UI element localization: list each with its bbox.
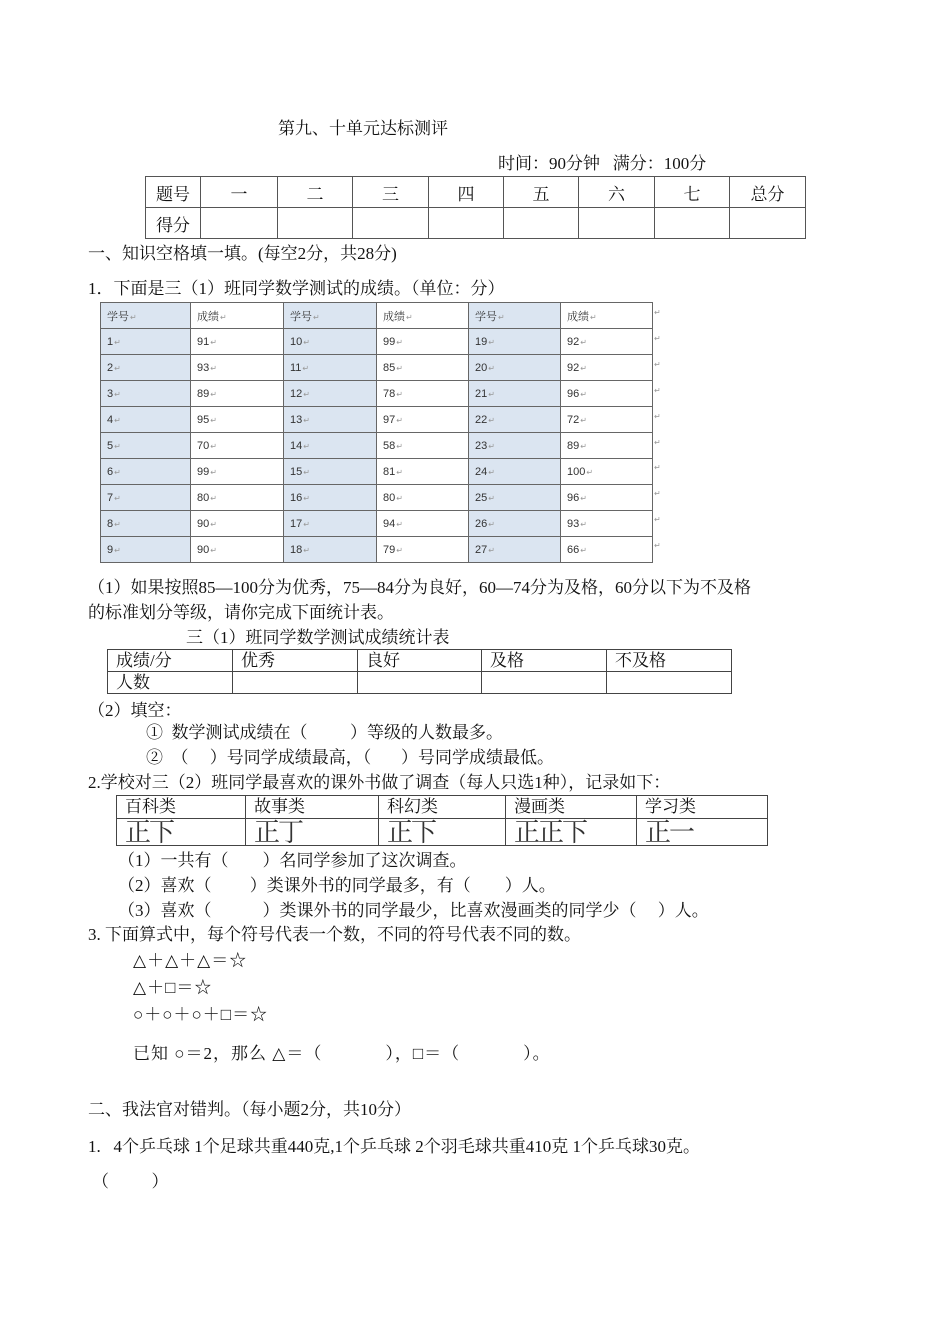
stats-count-row	[108, 672, 732, 694]
paragraph-mark-icon: ↵	[303, 493, 310, 503]
q1-part1-line2: 的标准划分等级，请你完成下面统计表。	[88, 603, 394, 622]
score-value-cell: 58	[383, 439, 396, 452]
paragraph-mark-icon: ↵	[488, 363, 495, 373]
header-cell: 七	[655, 177, 730, 208]
paragraph-mark-icon: ↵	[654, 333, 661, 343]
count-cell[interactable]	[482, 672, 607, 694]
q1-part2-label: （2）填空：	[88, 701, 182, 720]
paragraph-mark-icon: ↵	[488, 467, 495, 477]
paragraph-mark-icon: ↵	[396, 337, 403, 347]
tally-cell: 正丁	[246, 819, 379, 846]
paragraph-mark-icon: ↵	[303, 545, 310, 555]
score-value-cell: 78	[383, 387, 396, 400]
paragraph-mark-icon: ↵	[580, 519, 587, 529]
score-value-cell: 89	[197, 387, 210, 400]
score-value-cell: 81	[383, 465, 396, 478]
paragraph-mark-icon: ↵	[654, 437, 661, 447]
student-id-cell: 2	[107, 361, 114, 374]
paragraph-mark-icon: ↵	[488, 441, 495, 451]
score-value-cell: 93	[567, 517, 580, 530]
paragraph-mark-icon: ↵	[396, 415, 403, 425]
score-value-cell: 97	[383, 413, 396, 426]
student-id-cell: 16	[290, 491, 303, 504]
paragraph-mark-icon: ↵	[580, 545, 587, 555]
category-cell: 百科类	[117, 796, 246, 819]
header-cell: 成绩/分	[108, 650, 233, 672]
paragraph-mark-icon: ↵	[396, 389, 403, 399]
score-cell[interactable]	[655, 208, 730, 239]
paragraph-mark-icon: ↵	[210, 337, 217, 347]
paragraph-mark-icon: ↵	[114, 545, 121, 555]
paragraph-mark-icon: ↵	[114, 493, 121, 503]
paragraph-mark-icon: ↵	[590, 312, 597, 322]
grades-row	[101, 329, 653, 355]
paragraph-mark-icon: ↵	[488, 389, 495, 399]
paragraph-mark-icon: ↵	[498, 312, 505, 322]
student-id-cell: 11	[290, 361, 302, 374]
q2-text: 2.学校对三（2）班同学最喜欢的课外书做了调查（每人只选1种），记录如下：	[88, 773, 671, 792]
paragraph-mark-icon: ↵	[396, 467, 403, 477]
header-cell: 学号	[290, 310, 312, 323]
score-value-cell: 93	[197, 361, 210, 374]
student-id-cell: 24	[475, 465, 488, 478]
score-cell[interactable]	[730, 208, 806, 239]
paragraph-mark-icon: ↵	[488, 545, 495, 555]
category-cell: 科幻类	[379, 796, 506, 819]
grades-row	[101, 485, 653, 511]
header-cell: 六	[579, 177, 655, 208]
student-id-cell: 25	[475, 491, 488, 504]
student-id-cell: 4	[107, 413, 114, 426]
paragraph-mark-icon: ↵	[654, 489, 661, 499]
paragraph-mark-icon: ↵	[130, 312, 137, 322]
paragraph-mark-icon: ↵	[654, 541, 661, 551]
paragraph-mark-icon: ↵	[114, 519, 121, 529]
category-cell: 学习类	[637, 796, 768, 819]
score-value-cell: 99	[197, 465, 210, 478]
header-cell: 成绩	[197, 310, 219, 323]
section2-heading: 二、我法官对错判。（每小题2分，共10分）	[88, 1100, 411, 1119]
score-cell[interactable]	[353, 208, 429, 239]
header-cell: 优秀	[233, 650, 358, 672]
category-cell: 故事类	[246, 796, 379, 819]
student-id-cell: 12	[290, 387, 303, 400]
q3-equation-2: △＋□＝☆	[133, 978, 213, 997]
count-cell[interactable]	[233, 672, 358, 694]
student-id-cell: 18	[290, 543, 303, 556]
header-cell: 四	[429, 177, 504, 208]
paragraph-mark-icon: ↵	[580, 389, 587, 399]
stats-table	[107, 649, 732, 694]
paragraph-mark-icon: ↵	[654, 359, 661, 369]
student-id-cell: 26	[475, 517, 488, 530]
score-value-cell: 96	[567, 491, 580, 504]
grades-row	[101, 459, 653, 485]
header-cell: 题号	[146, 177, 201, 208]
header-cell: 学号	[475, 310, 497, 323]
paragraph-mark-icon: ↵	[210, 441, 217, 451]
score-value-cell: 95	[197, 413, 210, 426]
paragraph-mark-icon: ↵	[220, 312, 227, 322]
score-value-cell: 79	[383, 543, 396, 556]
student-id-cell: 7	[107, 491, 114, 504]
paragraph-mark-icon: ↵	[488, 415, 495, 425]
student-id-cell: 14	[290, 439, 303, 452]
student-id-cell: 20	[475, 361, 488, 374]
paragraph-mark-icon: ↵	[303, 415, 310, 425]
paragraph-mark-icon: ↵	[654, 308, 661, 317]
q3-given: 已知 ○＝2，那么 △＝（ ），□＝（ ）。	[133, 1044, 551, 1063]
header-cell: 不及格	[607, 650, 732, 672]
tally-cell: 正正下	[506, 819, 637, 846]
score-cell[interactable]	[504, 208, 579, 239]
paragraph-mark-icon: ↵	[654, 411, 661, 421]
student-id-cell: 27	[475, 543, 488, 556]
paragraph-mark-icon: ↵	[303, 519, 310, 529]
paragraph-mark-icon: ↵	[210, 467, 217, 477]
paragraph-mark-icon: ↵	[114, 441, 121, 451]
count-cell[interactable]	[358, 672, 482, 694]
count-cell[interactable]	[607, 672, 732, 694]
grades-table	[100, 302, 653, 563]
header-cell: 总分	[730, 177, 806, 208]
header-cell: 三	[353, 177, 429, 208]
grades-row	[101, 381, 653, 407]
paragraph-mark-icon: ↵	[210, 389, 217, 399]
page-title: 第九、十单元达标测评	[278, 119, 448, 138]
score-value-cell: 85	[383, 361, 396, 374]
category-cell: 漫画类	[506, 796, 637, 819]
paragraph-mark-icon: ↵	[303, 441, 310, 451]
score-cell[interactable]	[278, 208, 353, 239]
paragraph-mark-icon: ↵	[396, 363, 403, 373]
q1-part2-item1: ① 数学测试成绩在（ ）等级的人数最多。	[146, 723, 503, 742]
paragraph-mark-icon: ↵	[580, 363, 587, 373]
tally-header-row	[117, 796, 768, 819]
student-id-cell: 19	[475, 335, 488, 348]
paragraph-mark-icon: ↵	[654, 463, 661, 473]
student-id-cell: 17	[290, 517, 303, 530]
score-value-cell: 72	[567, 413, 580, 426]
student-id-cell: 1	[107, 335, 114, 348]
paragraph-mark-icon: ↵	[488, 493, 495, 503]
q3-text: 3. 下面算式中，每个符号代表一个数，不同的符号代表不同的数。	[88, 925, 581, 944]
q3-equation-3: ○＋○＋○＋□＝☆	[133, 1005, 269, 1024]
score-value-cell: 66	[567, 543, 580, 556]
score-cell[interactable]	[579, 208, 655, 239]
header-cell: 良好	[358, 650, 482, 672]
paragraph-mark-icon: ↵	[114, 467, 121, 477]
q2-sub1: （1）一共有（ ）名同学参加了这次调查。	[118, 851, 467, 870]
paragraph-mark-icon: ↵	[302, 363, 310, 373]
header-cell: 二	[278, 177, 353, 208]
q2-sub2: （2）喜欢（ ）类课外书的同学最多，有（ ）人。	[118, 876, 556, 895]
paragraph-mark-icon: ↵	[396, 545, 403, 555]
score-value-cell: 80	[383, 491, 396, 504]
section2-q1-text: 1. 4个乒乓球 1个足球共重440克,1个乒乓球 2个羽毛球共重410克 1个乒乓球30克。	[88, 1137, 700, 1156]
paragraph-mark-icon: ↵	[114, 415, 121, 425]
tally-cell: 正一	[637, 819, 768, 846]
score-cell[interactable]	[429, 208, 504, 239]
paragraph-mark-icon: ↵	[210, 545, 217, 555]
paragraph-mark-icon: ↵	[114, 337, 121, 347]
grades-header-row	[101, 303, 653, 329]
paragraph-mark-icon: ↵	[488, 337, 495, 347]
score-cell[interactable]	[201, 208, 278, 239]
score-value-row	[146, 208, 806, 239]
paragraph-mark-icon: ↵	[303, 337, 310, 347]
paragraph-mark-icon: ↵	[313, 312, 320, 322]
paragraph-mark-icon: ↵	[580, 441, 587, 451]
stats-table-title: 三（1）班同学数学测试成绩统计表	[186, 628, 450, 647]
count-label: 人数	[108, 672, 233, 694]
paragraph-mark-icon: ↵	[488, 519, 495, 529]
score-value-cell: 89	[567, 439, 580, 452]
paragraph-mark-icon: ↵	[114, 389, 121, 399]
section2-q1-answer-blank[interactable]: （ ）	[92, 1172, 169, 1191]
paragraph-mark-icon: ↵	[654, 385, 661, 395]
student-id-cell: 8	[107, 517, 114, 530]
score-value-cell: 70	[197, 439, 210, 452]
score-value-cell: 94	[383, 517, 396, 530]
score-value-cell: 96	[567, 387, 580, 400]
paragraph-mark-icon: ↵	[210, 415, 217, 425]
paragraph-mark-icon: ↵	[396, 493, 403, 503]
score-value-cell: 92	[567, 361, 580, 374]
paragraph-mark-icon: ↵	[396, 441, 403, 451]
q1-text: 1．下面是三（1）班同学数学测试的成绩。（单位：分）	[88, 279, 505, 298]
score-value-cell: 91	[197, 335, 210, 348]
paragraph-mark-icon: ↵	[580, 415, 587, 425]
paragraph-mark-icon: ↵	[210, 519, 217, 529]
tally-marks-row	[117, 819, 768, 846]
paragraph-mark-icon: ↵	[586, 467, 594, 477]
student-id-cell: 22	[475, 413, 488, 426]
paragraph-mark-icon: ↵	[406, 312, 413, 322]
score-value-cell: 90	[197, 517, 210, 530]
score-header-row	[146, 177, 806, 208]
paragraph-mark-icon: ↵	[114, 363, 121, 373]
score-row-label: 得分	[146, 208, 201, 239]
q1-part2-item2: ② （ ）号同学成绩最高，（ ）号同学成绩最低。	[146, 748, 554, 767]
q2-sub3: （3）喜欢（ ）类课外书的同学最少，比喜欢漫画类的同学少（ ）人。	[118, 901, 709, 920]
paragraph-mark-icon: ↵	[210, 493, 217, 503]
paragraph-mark-icon: ↵	[210, 363, 217, 373]
header-cell: 五	[504, 177, 579, 208]
grades-row	[101, 407, 653, 433]
tally-cell: 正下	[117, 819, 246, 846]
tally-table	[116, 795, 768, 846]
student-id-cell: 13	[290, 413, 303, 426]
score-value-cell: 80	[197, 491, 210, 504]
paragraph-mark-icon: ↵	[654, 515, 661, 525]
grades-row	[101, 355, 653, 381]
score-value-cell: 92	[567, 335, 580, 348]
student-id-cell: 21	[475, 387, 488, 400]
score-value-cell: 99	[383, 335, 396, 348]
student-id-cell: 5	[107, 439, 114, 452]
paragraph-mark-icon: ↵	[396, 519, 403, 529]
student-id-cell: 23	[475, 439, 488, 452]
stats-header-row	[108, 650, 732, 672]
score-table	[145, 176, 806, 239]
section1-heading: 一、知识空格填一填。(每空2分，共28分)	[88, 244, 397, 263]
student-id-cell: 6	[107, 465, 114, 478]
score-value-cell: 90	[197, 543, 210, 556]
paragraph-mark-icon: ↵	[580, 493, 587, 503]
student-id-cell: 10	[290, 335, 303, 348]
grades-row	[101, 433, 653, 459]
time-info: 时间：90分钟 满分：100分	[498, 154, 707, 173]
paragraph-mark-icon: ↵	[303, 467, 310, 477]
header-cell: 成绩	[383, 310, 405, 323]
paragraph-mark-icon: ↵	[303, 389, 310, 399]
q3-equation-1: △＋△＋△＝☆	[133, 951, 248, 970]
tally-cell: 正下	[379, 819, 506, 846]
student-id-cell: 15	[290, 465, 303, 478]
header-cell: 成绩	[567, 310, 589, 323]
header-cell: 一	[201, 177, 278, 208]
paragraph-mark-icon: ↵	[580, 337, 587, 347]
header-cell: 学号	[107, 310, 129, 323]
student-id-cell: 3	[107, 387, 114, 400]
q1-part1-line1: （1）如果按照85—100分为优秀，75—84分为良好，60—74分为及格，60分以下为不及格	[88, 578, 751, 597]
grades-row	[101, 511, 653, 537]
header-cell: 及格	[482, 650, 607, 672]
student-id-cell: 9	[107, 543, 114, 556]
grades-row	[101, 537, 653, 563]
score-value-cell: 100	[567, 465, 586, 478]
